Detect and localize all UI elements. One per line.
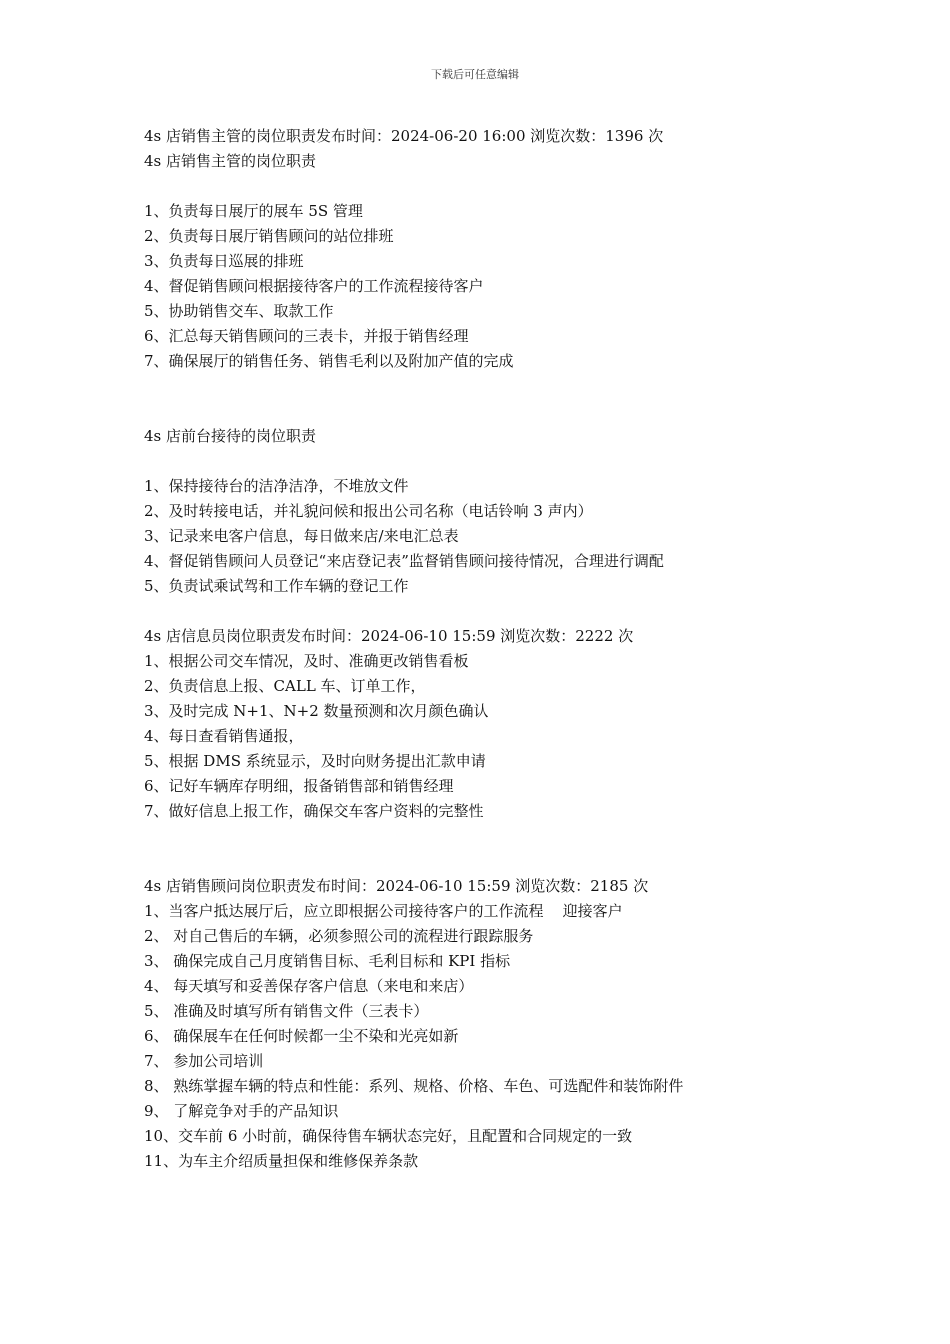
list-item: 9、 了解竞争对手的产品知识: [144, 1102, 339, 1120]
page-header-note: 下载后可任意编辑: [431, 68, 519, 81]
spacer: [144, 824, 904, 874]
section-meta: 4s 店信息员岗位职责发布时间：2024-06-10 15:59 浏览次数：2222 次: [144, 627, 634, 645]
list-item: 5、 准确及时填写所有销售文件（三表卡）: [144, 1002, 429, 1020]
list-item: 1、负责每日展厅的展车 5S 管理: [144, 202, 363, 220]
list-item: 4、 每天填写和妥善保存客户信息（来电和来店）: [144, 977, 474, 995]
list-item: 3、记录来电客户信息，每日做来店/来电汇总表: [144, 527, 459, 545]
list-item: 7、做好信息上报工作，确保交车客户资料的完整性: [144, 802, 484, 820]
list-item: 4、每日查看销售通报，: [144, 727, 304, 745]
list-item: 2、负责信息上报、CALL 车、订单工作，: [144, 677, 426, 695]
list-item: 6、 确保展车在任何时候都一尘不染和光亮如新: [144, 1027, 459, 1045]
list-item: 3、负责每日巡展的排班: [144, 252, 304, 270]
list-item: 5、根据 DMS 系统显示，及时向财务提出汇款申请: [144, 752, 486, 770]
spacer: [144, 449, 904, 474]
list-item: 5、协助销售交车、取款工作: [144, 302, 334, 320]
list-item: 4、督促销售顾问根据接待客户的工作流程接待客户: [144, 277, 484, 295]
section-title: 4s 店销售主管的岗位职责: [144, 152, 317, 170]
spacer: [144, 599, 904, 624]
list-item: 1、保持接待台的洁净洁净，不堆放文件: [144, 477, 409, 495]
list-item: 1、根据公司交车情况，及时、准确更改销售看板: [144, 652, 469, 670]
list-item: 3、及时完成 N+1、N+2 数量预测和次月颜色确认: [144, 702, 489, 720]
spacer: [144, 174, 904, 199]
list-item: 3、 确保完成自己月度销售目标、毛利目标和 KPI 指标: [144, 952, 511, 970]
list-item: 2、及时转接电话，并礼貌问候和报出公司名称（电话铃响 3 声内）: [144, 502, 593, 520]
document-body: [144, 124, 904, 1174]
list-item: 5、负责试乘试驾和工作车辆的登记工作: [144, 577, 409, 595]
list-item: 7、 参加公司培训: [144, 1052, 264, 1070]
section-meta: 4s 店销售主管的岗位职责发布时间：2024-06-20 16:00 浏览次数：1396 次: [144, 127, 664, 145]
list-item: 7、确保展厅的销售任务、销售毛利以及附加产值的完成: [144, 352, 514, 370]
list-item: 8、 熟练掌握车辆的特点和性能：系列、规格、价格、车色、可选配件和装饰附件: [144, 1077, 684, 1095]
list-item: 11、为车主介绍质量担保和维修保养条款: [144, 1152, 419, 1170]
list-item: 10、交车前 6 小时前，确保待售车辆状态完好，且配置和合同规定的一致: [144, 1127, 633, 1145]
section-title: 4s 店前台接待的岗位职责: [144, 427, 317, 445]
list-item: 6、记好车辆库存明细，报备销售部和销售经理: [144, 777, 454, 795]
list-item: 4、督促销售顾问人员登记“来店登记表”监督销售顾问接待情况，合理进行调配: [144, 552, 664, 570]
list-item: 1、当客户抵达展厅后，应立即根据公司接待客户的工作流程 迎接客户: [144, 902, 623, 920]
list-item: 2、 对自己售后的车辆，必须参照公司的流程进行跟踪服务: [144, 927, 534, 945]
section-meta: 4s 店销售顾问岗位职责发布时间：2024-06-10 15:59 浏览次数：2185 次: [144, 877, 649, 895]
spacer: [144, 374, 904, 424]
list-item: 2、负责每日展厅销售顾问的站位排班: [144, 227, 394, 245]
list-item: 6、汇总每天销售顾问的三表卡，并报于销售经理: [144, 327, 469, 345]
